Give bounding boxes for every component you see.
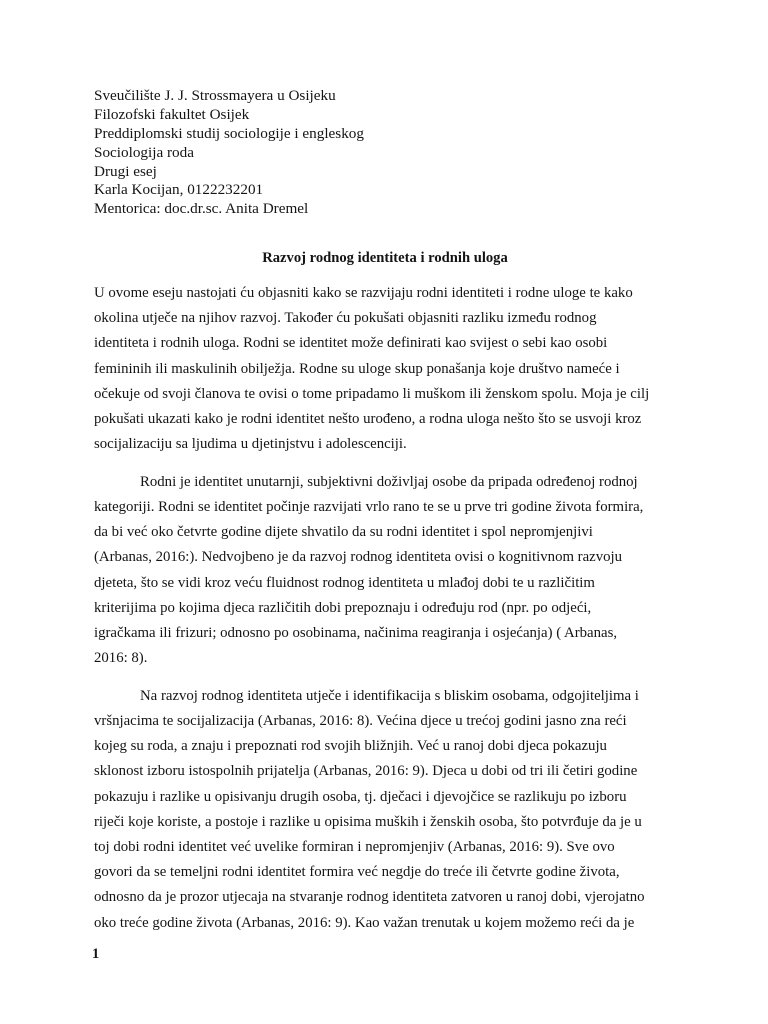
text-line: okolina utječe na njihov razvoj. Također ću pokušati objasniti razliku između rodnog (94, 310, 597, 327)
text-line: toj dobi rodni identitet već uvelike formiran i nepromjenjiv (Arbanas, 2016: 9). Sve ovo (94, 838, 615, 855)
text-line: Rodni je identitet unutarnji, subjektivni doživljaj osobe da pripada određenoj rodnoj (140, 473, 638, 490)
paragraph-gender-identity (94, 470, 680, 672)
text-line: kojeg su roda, a znaju i prepoznati rod svojih bližnjih. Već u ranoj dobi djeca pokazuju (94, 738, 607, 755)
text-line: Na razvoj rodnog identiteta utječe i identifikacija s bliskim osobama, odgojiteljima i (140, 687, 639, 704)
text-line: socijalizaciju sa ljudima u djetinjstvu i adolescenciji. (94, 436, 407, 453)
text-line: igračkama ili frizuri; odnosno po osobinama, načinima reagiranja i osjećanja) ( Arbanas, (94, 624, 618, 641)
text-line: sklonost izboru istospolnih prijatelja (Arbanas, 2016: 9). Djeca u dobi od tri ili četiri godine (94, 763, 638, 780)
text-line: identiteta i rodnih uloga. Rodni se identitet može definirati kao svijest o sebi kao osobi (94, 335, 608, 352)
text-line: pokušati ukazati kako je rodni identitet nešto urođeno, a rodna uloga nešto što se usvoji kroz (94, 410, 642, 427)
header-mentor: Mentorica: doc.dr.sc. Anita Dremel (94, 200, 309, 218)
header-faculty: Filozofski fakultet Osijek (94, 105, 250, 123)
header-assignment: Drugi esej (94, 162, 157, 180)
document-header (94, 87, 654, 219)
essay-title: Razvoj rodnog identiteta i rodnih uloga (262, 250, 508, 266)
header-university: Sveučilište J. J. Strossmayera u Osijeku (94, 87, 336, 104)
text-line: (Arbanas, 2016:). Nedvojbeno je da razvoj rodnog identiteta ovisi o kognitivnom razvoju (94, 549, 623, 566)
essay-body (94, 281, 680, 948)
text-line: pokazuju i razlike u opisivanju drugih osoba, tj. dječaci i djevojčice se razlikuju po izboru (94, 788, 627, 805)
header-study-program: Preddiplomski studij sociologije i engleskog (94, 124, 364, 142)
paragraph-identification (94, 684, 680, 936)
header-author: Karla Kocijan, 0122232201 (94, 181, 264, 199)
text-line: da bi već oko četvrte godine dijete shvatilo da su rodni identitet i spol nepromjenjivi (94, 524, 593, 541)
paragraph-intro (94, 281, 680, 457)
text-line: femininih ili maskulinih obilježja. Rodne su uloge skup ponašanja koje društvo nameće i (94, 360, 620, 377)
text-line: kategoriji. Rodni se identitet počinje razvijati vrlo rano te se u prve tri godine života formira, (94, 499, 644, 515)
text-line: očekuje od svoji članova te ovisi o tome pripadamo li muškom ili ženskom spolu. Moja je cilj (94, 385, 650, 402)
text-line: oko treće godine života (Arbanas, 2016: 9). Kao važan trenutak u kojem možemo reći da je (94, 914, 635, 931)
text-line: U ovome eseju nastojati ću objasniti kako se razvijaju rodni identiteti i rodne uloge te kako (94, 285, 633, 301)
text-line: odnosno da je prozor utjecaja na stvaranje rodnog identiteta zatvoren u ranoj dobi, vjerojatno (94, 889, 645, 906)
text-line: kriterijima po kojima djeca različitih dobi prepoznaju i određuju rod (npr. po odjeći, (94, 599, 592, 616)
text-line: govori da se temeljni rodni identitet formira već negdje do treće ili četvrte godine života, (94, 864, 620, 881)
text-line: 2016: 8). (94, 650, 148, 667)
text-line: djeteta, što se vidi kroz veću fluidnost rodnog identiteta u mlađoj dobi te u različitim (94, 574, 595, 591)
page-number: 1 (92, 946, 100, 962)
text-line: riječi koje koriste, a postoje i razlike u opisima muških i ženskih osoba, što potvrđuje da je u (94, 813, 642, 830)
text-line: vršnjacima te socijalizacija (Arbanas, 2016: 8). Većina djece u trećoj godini jasno zna reći (94, 713, 627, 729)
header-course: Sociologija roda (94, 143, 194, 161)
